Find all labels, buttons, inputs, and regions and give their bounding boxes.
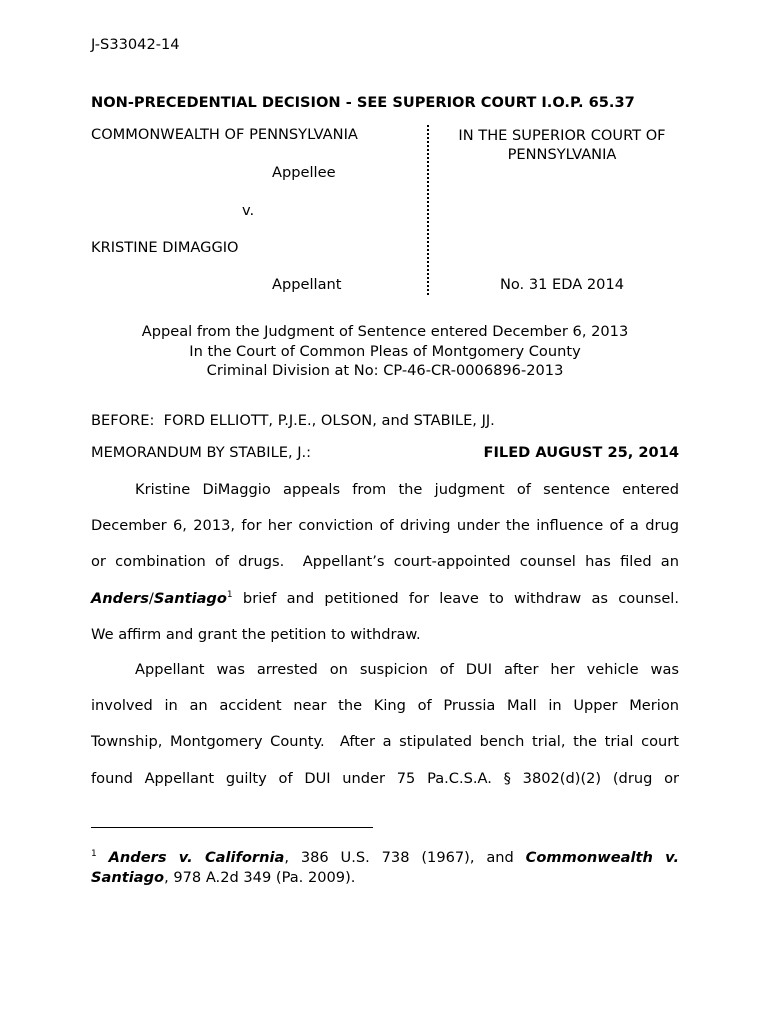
versus: v. (242, 202, 255, 219)
appeal-line-1: Appeal from the Judgment of Sentence entered December 6, 2013 (141, 323, 629, 340)
p2-line-1: Appellant was arrested on suspicion of DUI after her vehicle was (135, 661, 679, 678)
footnote-line-2: Santiago, 978 A.2d 349 (Pa. 2009). (91, 869, 356, 886)
party-commonwealth: COMMONWEALTH OF PENNSYLVANIA (91, 126, 358, 143)
appeal-line-2: In the Court of Common Pleas of Montgomery County (189, 342, 581, 360)
panel-before: BEFORE: FORD ELLIOTT, P.J.E., OLSON, and STABILE, JJ. (91, 412, 495, 429)
footnote-1 (91, 848, 679, 888)
paragraph-1 (91, 472, 679, 653)
appeal-line-3: Criminal Division at No: CP-46-CR-0006896-2013 (206, 362, 564, 379)
party-defendant: KRISTINE DIMAGGIO (91, 239, 239, 256)
court-line-1: IN THE SUPERIOR COURT OF (458, 127, 666, 144)
paragraph-2 (91, 652, 679, 797)
court-name (437, 126, 687, 164)
p2-line-2: involved in an accident near the King of Prussia Mall in Upper Merion (91, 697, 679, 715)
party-role-appellant: Appellant (272, 276, 342, 293)
memorandum-line (91, 444, 679, 461)
p1-line-4: Anders/Santiago$^1$ brief and petitioned for leave to withdraw as counsel. (91, 589, 679, 607)
p1-line-2: December 6, 2013, for her conviction of driving under the influence of a drug (91, 517, 679, 535)
p1-line-5: We affirm and grant the petition to withdraw. (91, 625, 421, 643)
p1-line-3: or combination of drugs. Appellant’s court-appointed counsel has filed an (91, 553, 679, 571)
appeal-description (91, 322, 679, 381)
footnote-line-1: $^1$ Anders v. California, 386 U.S. 738 (1967), and Commonwealth v. (91, 849, 679, 866)
footnote-case-santiago: Santiago (91, 869, 165, 886)
p1-line-1: Kristine DiMaggio appeals from the judgment of sentence entered (135, 481, 679, 498)
footnote-ref[interactable]: 1 (226, 589, 233, 600)
footnote-case-anders: Anders v. California (108, 849, 285, 866)
santiago-citation: Santiago (153, 589, 227, 607)
court-line-2: PENNSYLVANIA (507, 146, 617, 163)
memorandum-author: MEMORANDUM BY STABILE, J.: (91, 444, 312, 461)
footnote-separator (91, 827, 373, 828)
p2-line-4: found Appellant guilty of DUI under 75 Pa.C.S.A. § 3802(d)(2) (drug or (91, 769, 679, 787)
nonprecedential-notice: NON-PRECEDENTIAL DECISION - SEE SUPERIOR COURT I.O.P. 65.37 (91, 94, 635, 111)
caption-divider (427, 125, 429, 295)
docket-number: J-S33042-14 (91, 36, 180, 53)
filed-date: FILED AUGUST 25, 2014 (483, 444, 679, 461)
party-role-appellee: Appellee (272, 164, 336, 181)
p2-line-3: Township, Montgomery County. After a stipulated bench trial, the trial court (91, 733, 679, 751)
case-number: No. 31 EDA 2014 (499, 276, 625, 293)
footnote-case-commonwealth: Commonwealth v. (525, 849, 679, 866)
anders-citation: Anders (91, 589, 149, 607)
footnote-number: 1 (91, 849, 97, 860)
